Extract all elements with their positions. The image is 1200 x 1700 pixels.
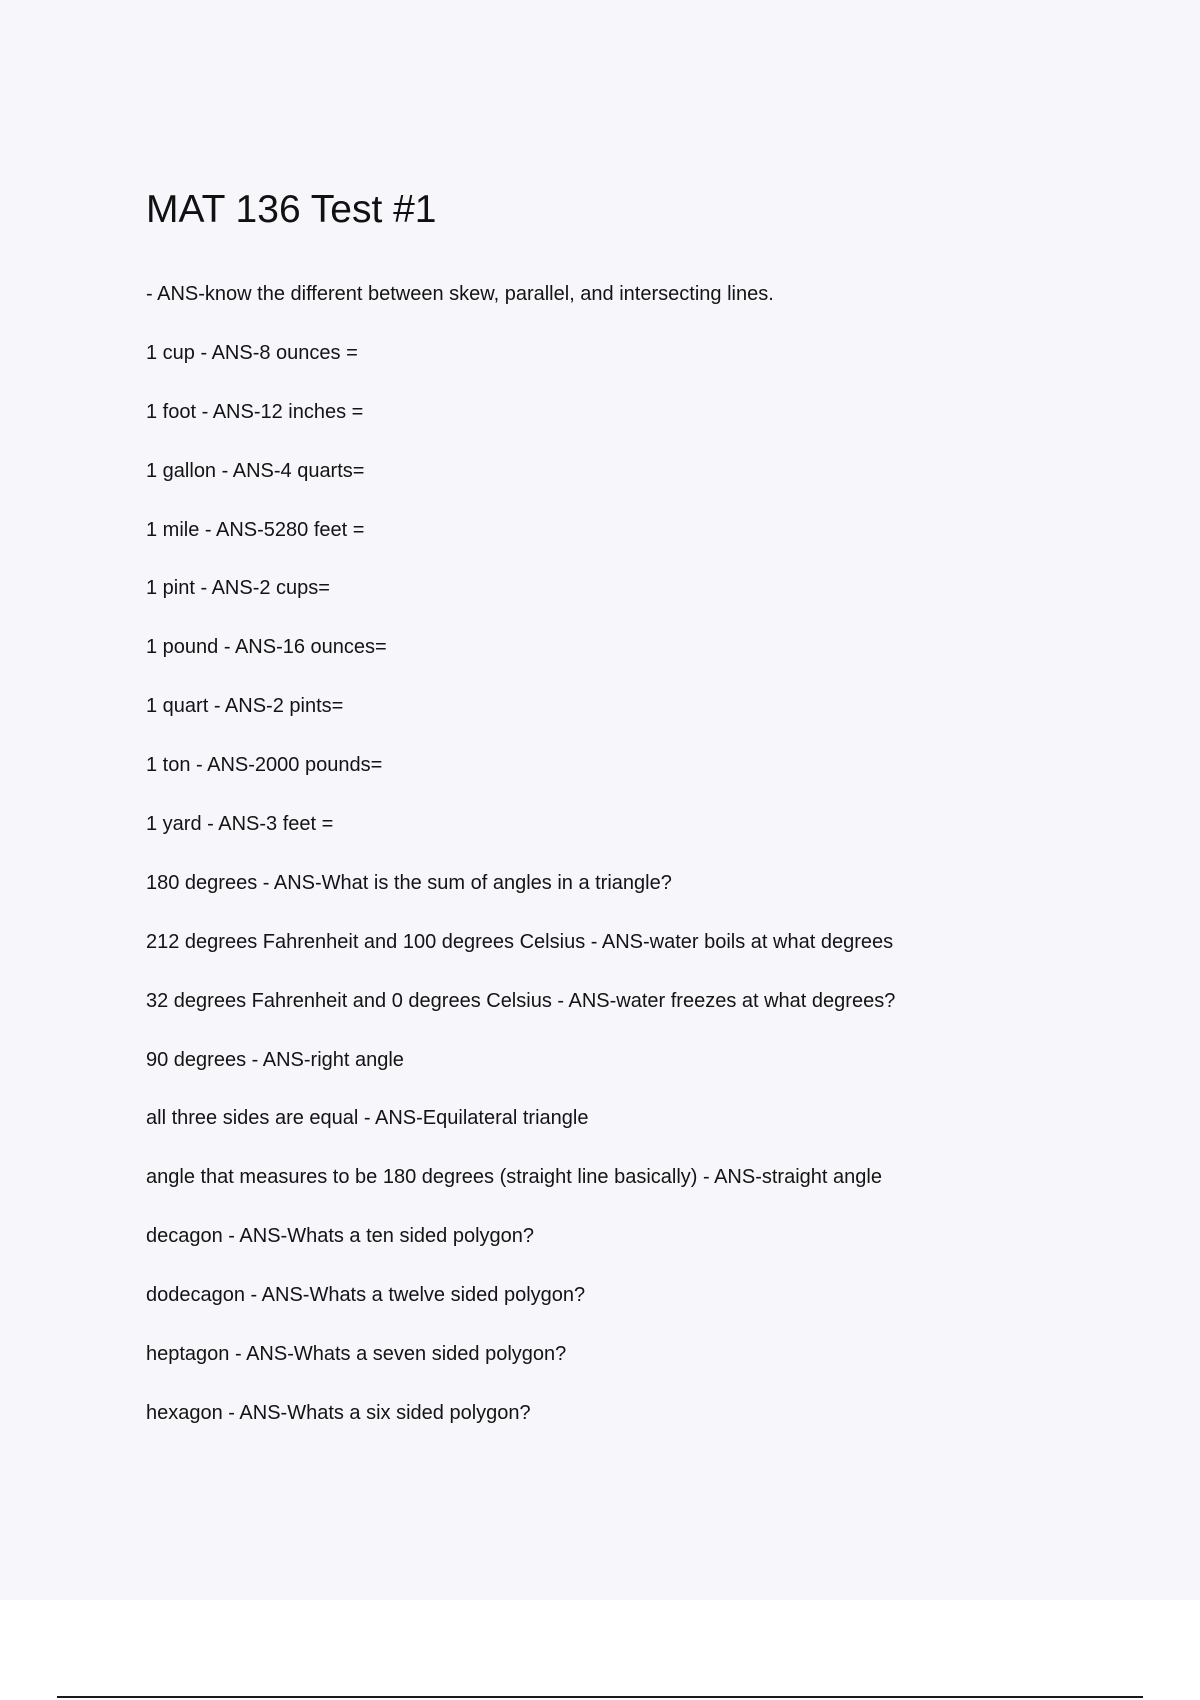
- qa-item: 1 cup - ANS-8 ounces =: [146, 341, 358, 364]
- qa-list: [146, 280, 895, 1458]
- qa-item: 1 quart - ANS-2 pints=: [146, 695, 344, 718]
- qa-item: - ANS-know the different between skew, parallel, and intersecting lines.: [146, 283, 774, 305]
- qa-item: 180 degrees - ANS-What is the sum of angles in a triangle?: [146, 871, 672, 894]
- qa-item: 1 gallon - ANS-4 quarts=: [146, 459, 365, 482]
- qa-item: all three sides are equal - ANS-Equilateral triangle: [146, 1107, 589, 1130]
- qa-item: hexagon - ANS-Whats a six sided polygon?: [146, 1401, 531, 1424]
- qa-item: 1 ton - ANS-2000 pounds=: [146, 754, 383, 777]
- qa-item: decagon - ANS-Whats a ten sided polygon?: [146, 1225, 535, 1248]
- qa-item: 1 yard - ANS-3 feet =: [146, 813, 334, 836]
- qa-item: 90 degrees - ANS-right angle: [146, 1048, 404, 1071]
- qa-item: 1 foot - ANS-12 inches =: [146, 400, 364, 423]
- qa-item: 212 degrees Fahrenheit and 100 degrees Celsius - ANS-water boils at what degrees: [146, 930, 894, 953]
- qa-item: 1 pound - ANS-16 ounces=: [146, 636, 387, 659]
- qa-item: 1 mile - ANS-5280 feet =: [146, 518, 365, 541]
- document-title: MAT 136 Test #1: [146, 188, 437, 231]
- qa-item: angle that measures to be 180 degrees (straight line basically) - ANS-straight angle: [146, 1166, 882, 1189]
- qa-item: 32 degrees Fahrenheit and 0 degrees Celsius - ANS-water freezes at what degrees?: [146, 989, 896, 1012]
- qa-item: 1 pint - ANS-2 cups=: [146, 577, 330, 600]
- qa-item: heptagon - ANS-Whats a seven sided polygon?: [146, 1343, 567, 1366]
- page-divider: [57, 1696, 1143, 1698]
- qa-item: dodecagon - ANS-Whats a twelve sided polygon?: [146, 1284, 586, 1307]
